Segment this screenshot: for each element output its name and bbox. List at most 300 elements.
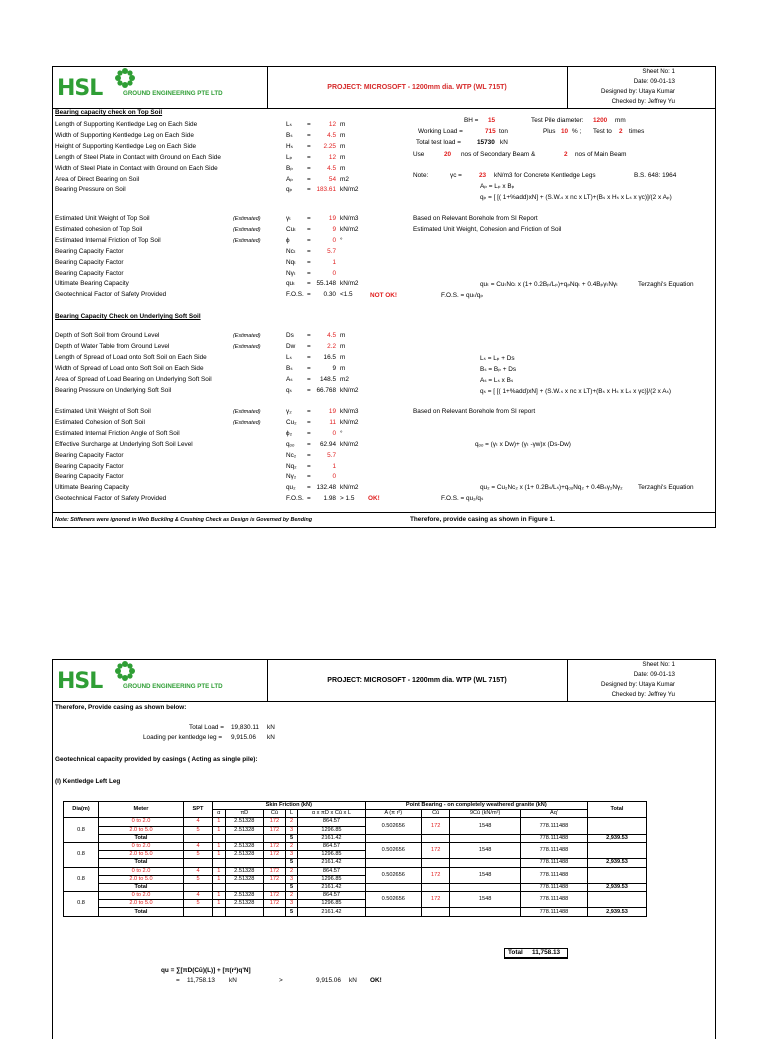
equals-sign: =: [307, 495, 311, 503]
per-leg-value: 9,915.06: [231, 734, 256, 741]
area-cell: 0.502656: [365, 867, 421, 883]
l-cell: 2: [285, 892, 297, 900]
total-load-unit: kN: [267, 724, 275, 731]
alpha-cell: 1: [213, 818, 226, 826]
row-value: 1.98: [323, 495, 336, 503]
row-unit: m: [340, 153, 346, 161]
l-cell: 3: [285, 851, 297, 859]
row-unit: m: [340, 364, 346, 372]
qu-formula: ∑[πD(Cū)(L)] + [π(r²)q'N]: [176, 967, 251, 974]
row-unit: m: [340, 131, 346, 139]
total-empty-cell: [588, 892, 647, 908]
terzaghi-label-2: Terzaghi's Equation: [638, 484, 694, 491]
empty-cell: [365, 859, 421, 867]
row-description: Bearing Pressure on Soil: [55, 186, 126, 194]
row-unit: kN/m2: [340, 280, 359, 288]
secondary-beam-count: 20: [444, 151, 452, 158]
nine-cu-cell: 1548: [450, 842, 520, 858]
point-total-cell: 778.111488: [520, 908, 587, 916]
cu-cell: 172: [264, 900, 286, 908]
company-logo: [53, 660, 268, 701]
empty-cell: [450, 834, 520, 842]
point-total-cell: 778.111488: [520, 883, 587, 891]
row-unit: m2: [340, 175, 349, 183]
col-product: α x πD x Cū x L: [298, 810, 365, 818]
total-label-cell: Total: [99, 908, 184, 916]
row-symbol: Lₚ: [286, 153, 293, 161]
row-value: 4.5: [327, 332, 336, 339]
plus-label: Plus: [543, 128, 556, 135]
bs-reference: B.S. 648: 1964: [634, 172, 677, 179]
row-description: Depth of Soft Soil from Ground Level: [55, 332, 160, 339]
row-symbol: F.O.S.: [286, 291, 304, 299]
percent-unit: % ;: [572, 128, 582, 135]
gt-sign: >: [279, 977, 283, 984]
row-unit: <1.5: [340, 291, 353, 299]
empty-cell: [184, 883, 213, 891]
row-description: Geotechnical Factor of Safety Provided: [55, 495, 167, 503]
estimated-tag: (Estimated): [233, 216, 261, 222]
empty-cell: [213, 859, 226, 867]
skin-product-cell: 1296.85: [298, 900, 365, 908]
total-test-load-unit: kN: [500, 139, 508, 146]
col-meter: Meter: [99, 802, 184, 818]
row-value: 12: [328, 121, 336, 128]
main-beam-count: 2: [564, 151, 568, 158]
l-cell: 3: [285, 875, 297, 883]
row-symbol: qₛ: [286, 386, 292, 394]
spt-cell: 5: [184, 900, 213, 908]
row-value: 5.7: [327, 451, 336, 459]
point-total-cell: 778.111488: [520, 859, 587, 867]
alpha-cell: 1: [213, 892, 226, 900]
skin-total-cell: 2161.42: [298, 859, 365, 867]
meter-cell: 2.0 to 5.0: [99, 900, 184, 908]
terzaghi-label-1: Terzaghi's Equation: [638, 281, 694, 288]
aq-cell: 778.111488: [520, 892, 587, 908]
estimated-tag: (Estimated): [233, 419, 261, 426]
row-symbol: Bₚ: [286, 164, 293, 172]
grand-total-box: [504, 948, 568, 959]
alpha-cell: 1: [213, 900, 226, 908]
total-empty-cell: [588, 842, 647, 858]
empty-cell: [421, 859, 450, 867]
spt-cell: 4: [184, 892, 213, 900]
equals-sign: =: [307, 247, 311, 255]
project-title-cell: [267, 660, 568, 701]
table-total-row: [64, 859, 647, 867]
meter-cell: 0 to 2.0: [99, 867, 184, 875]
equals-sign: =: [307, 291, 311, 299]
aq-cell: 778.111488: [520, 867, 587, 883]
total-empty-cell: [588, 867, 647, 883]
empty-cell: [421, 883, 450, 891]
meter-cell: 2.0 to 5.0: [99, 875, 184, 883]
row-symbol: Nq₂: [286, 462, 297, 470]
therefore-note: Therefore, provide casing as shown in Figure 1.: [410, 516, 555, 523]
row-symbol: qₒₒ: [286, 440, 295, 448]
row-description: Depth of Water Table from Ground Level: [55, 342, 170, 350]
total-test-load-label: Total test load =: [416, 139, 461, 146]
pile-total-cell: 2,939.53: [588, 859, 647, 867]
spt-cell: 5: [184, 851, 213, 859]
pid-cell: 2.51328: [225, 892, 263, 900]
l-total-cell: 5: [285, 859, 297, 867]
point-total-cell: 778.111488: [520, 834, 587, 842]
row-description: Estimated Unit Weight of Soft Soil: [55, 408, 151, 415]
sheet-no: Sheet No: 1: [642, 661, 675, 668]
test-pile-label: Test Pile diameter:: [531, 117, 584, 124]
alpha-cell: 1: [213, 875, 226, 883]
row-description: Estimated Unit Weight of Top Soil: [55, 215, 150, 222]
logo-flower-icon: [115, 661, 135, 681]
empty-cell: [450, 859, 520, 867]
sheet-no: Sheet No: 1: [642, 68, 675, 75]
designed-by: Designed by: Utaya Kumar: [601, 681, 675, 688]
empty-cell: [450, 908, 520, 916]
row-symbol: qu₂: [286, 484, 296, 492]
row-symbol: Cuₜ: [286, 225, 297, 233]
calc-sheet-2: [52, 659, 716, 1039]
equals-sign: =: [307, 484, 311, 492]
cu2-cell: 172: [421, 867, 450, 883]
percent-value: 10: [561, 128, 569, 135]
l-cell: 2: [285, 867, 297, 875]
equals-sign: =: [307, 131, 311, 139]
cu-cell: 172: [264, 842, 286, 850]
row-unit: > 1.5: [340, 495, 355, 503]
company-subtitle: GROUND ENGINEERING PTE LTD: [123, 90, 223, 97]
col-aq: Aq': [520, 810, 587, 818]
logo-flower-icon: [115, 68, 135, 88]
row-value: 19: [328, 215, 336, 222]
cu2-cell: 172: [421, 842, 450, 858]
row-description: Length of Steel Plate in Contact with Ground on Each Side: [55, 153, 221, 161]
row-symbol: quₜ: [286, 280, 295, 288]
equals-sign: =: [307, 215, 311, 222]
row-description: Bearing Capacity Factor: [55, 451, 124, 459]
row-symbol: Lₛ: [286, 353, 292, 361]
total-label-cell: Total: [99, 859, 184, 867]
dia-cell: 0.8: [64, 818, 99, 843]
pid-cell: 2.51328: [225, 851, 263, 859]
l-total-cell: 5: [285, 834, 297, 842]
row-value: 183.61: [316, 186, 336, 194]
row-symbol: ϕ: [286, 236, 290, 244]
compare-unit: kN: [349, 977, 357, 984]
dia-cell: 0.8: [64, 892, 99, 917]
skin-total-cell: 2161.42: [298, 908, 365, 916]
skin-product-cell: 864.57: [298, 842, 365, 850]
row-value: 0: [332, 269, 336, 277]
equals-sign: =: [307, 440, 311, 448]
section-title-soft-soil: Bearing Capacity Check on Underlying Soft Soil: [55, 313, 201, 320]
row-unit: °: [340, 429, 343, 437]
equals-sign: =: [307, 418, 311, 426]
row-unit: kN/m2: [340, 386, 359, 394]
bh-label: BH =: [464, 117, 479, 124]
total-load-value: 19,830.11: [231, 724, 259, 731]
times-label: times: [629, 128, 645, 135]
row-value: 0: [332, 429, 336, 437]
meter-cell: 0 to 2.0: [99, 842, 184, 850]
estimated-tag: (Estimated): [233, 226, 261, 233]
qu-unit: kN: [229, 977, 237, 984]
formula-qp: qₚ = [ [( 1+%add)xN] + (S.W.ₛ x nc x LT)+(Bₛ x Hₛ x Lₛ x γc)]/(2 x Aₚ): [480, 194, 672, 201]
row-symbol: Ncₜ: [286, 247, 296, 255]
row-symbol: Bₛ: [286, 364, 293, 372]
row-unit: kN/m2: [340, 418, 359, 426]
l-cell: 2: [285, 818, 297, 826]
table-row: [64, 892, 647, 900]
alpha-cell: 1: [213, 867, 226, 875]
gamma-c-text: kN/m3 for Concrete Kentledge Legs: [494, 172, 596, 179]
total-load-label: Total Load =: [189, 724, 224, 731]
pile-total-cell: 2,939.53: [588, 834, 647, 842]
project-title: PROJECT: MICROSOFT - 1200mm dia. WTP (WL 715T): [327, 84, 507, 91]
cu-cell: 172: [264, 851, 286, 859]
design-note: Note: Stiffeners were ignored in Web Buckling & Crushing Check as Design is Governed by Bending: [55, 517, 313, 523]
spt-cell: 4: [184, 818, 213, 826]
row-unit: m: [340, 353, 346, 361]
borehole-ref-3: Based on Relevant Borehole from SI report: [413, 408, 536, 415]
row-description: Estimated cohesion of Top Soil: [55, 225, 143, 233]
equals-sign: =: [307, 386, 311, 394]
formula-as: Aₛ = Lₛ x Bₛ: [480, 377, 514, 384]
col-pid: πD: [225, 810, 263, 818]
empty-cell: [225, 859, 263, 867]
row-description: Bearing Capacity Factor: [55, 258, 124, 266]
project-title: PROJECT: MICROSOFT - 1200mm dia. WTP (WL 715T): [327, 677, 507, 684]
row-value: 1: [332, 462, 336, 470]
row-description: Width of Supporting Kentledge Leg on Each Side: [55, 131, 194, 139]
spt-cell: 4: [184, 867, 213, 875]
row-value: 0.30: [323, 291, 336, 299]
times-value: 2: [619, 128, 623, 135]
test-pile-unit: mm: [615, 117, 626, 124]
note-label: Note:: [413, 172, 429, 179]
equals-sign: =: [307, 269, 311, 277]
equals-sign: =: [307, 364, 311, 372]
row-unit: kN/m2: [340, 484, 359, 492]
borehole-ref-2: Estimated Unit Weight, Cohesion and Friction of Soil: [413, 226, 562, 233]
skin-product-cell: 1296.85: [298, 851, 365, 859]
row-symbol: Aₚ: [286, 175, 293, 183]
col-total: Total: [588, 802, 647, 818]
not-ok-flag: NOT OK!: [370, 292, 397, 299]
sheet-header: [53, 67, 715, 109]
row-description: Bearing Capacity Factor: [55, 269, 124, 277]
row-value: 0: [332, 473, 336, 481]
total-empty-cell: [588, 818, 647, 834]
nine-cu-cell: 1548: [450, 867, 520, 883]
sheet-date: Date: 09-01-13: [633, 671, 675, 678]
empty-cell: [264, 908, 286, 916]
empty-cell: [365, 834, 421, 842]
pile-total-cell: 2,939.53: [588, 883, 647, 891]
row-symbol: Nqₜ: [286, 258, 297, 266]
compare-value: 9,915.06: [316, 977, 341, 984]
per-leg-label: Loading per kentledge leg =: [143, 734, 223, 741]
row-symbol: Lₛ: [286, 121, 292, 128]
row-value: 19: [328, 408, 336, 415]
col-9cu: 9Cū (kN/m²): [450, 810, 520, 818]
formula-qoo: qₒₒ = (γₜ x Dw)+ (γₜ -γw)x (Ds-Dw): [475, 441, 571, 448]
estimated-tag: (Estimated): [233, 333, 261, 339]
pile-table-body: [64, 818, 647, 916]
estimated-tag: (Estimated): [233, 343, 261, 350]
section-title-top-soil: Bearing capacity check on Top Soil: [55, 109, 163, 116]
row-unit: m: [340, 342, 346, 350]
project-title-cell: [267, 67, 568, 108]
row-description: Bearing Capacity Factor: [55, 473, 124, 481]
total-label-cell: Total: [99, 834, 184, 842]
qu-label: qu =: [161, 967, 175, 974]
row-symbol: γₜ: [286, 215, 292, 222]
equals-sign: =: [307, 375, 311, 383]
geotechnical-heading: Geotechnical capacity provided by casings ( Acting as single pile):: [55, 756, 258, 763]
ok-flag: OK!: [368, 495, 380, 502]
aq-cell: 778.111488: [520, 818, 587, 834]
row-value: 62.94: [320, 440, 336, 448]
formula-qs: qₛ = [ [( 1+%add)xN] + (S.W.ₛ x nc x LT)+(Bₛ x Hₛ x Lₛ x γc)]/(2 x Aₛ): [480, 388, 672, 395]
meter-cell: 0 to 2.0: [99, 818, 184, 826]
gamma-c-label: γc =: [450, 172, 462, 179]
row-symbol: γ₂: [286, 408, 292, 415]
row-value: 9: [332, 364, 336, 372]
empty-cell: [213, 883, 226, 891]
formula-qu2: qu₂ = Cu₂Nc₂ x (1+ 0.2Bₛ/Lₛ)+qₒₒNq₂ + 0.4Bₛγ₂Nγ₂: [480, 484, 623, 491]
l-cell: 2: [285, 842, 297, 850]
cu2-cell: 172: [421, 892, 450, 908]
company-subtitle: GROUND ENGINEERING PTE LTD: [123, 683, 223, 690]
row-unit: kN/m3: [340, 215, 359, 222]
empty-cell: [213, 908, 226, 916]
cu2-cell: 172: [421, 818, 450, 834]
row-unit: kN/m2: [340, 440, 359, 448]
formula-qut: quₜ = CuₜNcₜ x (1+ 0.2Bₚ/Lₚ)+qₚNqₜ + 0.4BₚγₜNγₜ: [480, 281, 619, 288]
row-symbol: Nγₜ: [286, 269, 296, 277]
qu-equals: =: [176, 977, 180, 984]
row-symbol: Dw: [286, 342, 296, 350]
secondary-beam-label: nos of Secondary Beam &: [461, 151, 536, 158]
skin-product-cell: 864.57: [298, 867, 365, 875]
meter-cell: 0 to 2.0: [99, 892, 184, 900]
row-description: Estimated Internal Friction of Top Soil: [55, 236, 161, 244]
grand-total-label: Total: [508, 949, 523, 956]
row-unit: °: [340, 236, 343, 244]
empty-cell: [225, 883, 263, 891]
row-value: 9: [332, 225, 336, 233]
empty-cell: [421, 834, 450, 842]
working-load-unit: ton: [499, 128, 508, 135]
equals-sign: =: [307, 462, 311, 470]
borehole-ref-1: Based on Relevant Borehole from SI Report: [413, 215, 538, 222]
row-unit: kN/m2: [340, 186, 359, 194]
skin-product-cell: 1296.85: [298, 826, 365, 834]
row-description: Width of Steel Plate in Contact with Ground on Each Side: [55, 164, 218, 172]
meter-cell: 2.0 to 5.0: [99, 851, 184, 859]
working-load-value: 715: [485, 128, 496, 135]
row-unit: kN/m3: [340, 408, 359, 415]
row-unit: m: [340, 121, 346, 128]
equals-sign: =: [307, 342, 311, 350]
cu-cell: 172: [264, 875, 286, 883]
skin-product-cell: 864.57: [298, 818, 365, 826]
qu-ok-flag: OK!: [370, 977, 382, 984]
row-symbol: F.O.S.: [286, 495, 304, 503]
alpha-cell: 1: [213, 842, 226, 850]
skin-product-cell: 864.57: [298, 892, 365, 900]
equals-sign: =: [307, 225, 311, 233]
empty-cell: [225, 908, 263, 916]
empty-cell: [264, 859, 286, 867]
qu-value: 11,758.13: [187, 977, 215, 984]
pid-cell: 2.51328: [225, 826, 263, 834]
dia-cell: 0.8: [64, 867, 99, 892]
equals-sign: =: [307, 451, 311, 459]
col-cu2: Cū: [421, 810, 450, 818]
calc-sheet-1: [52, 66, 716, 528]
equals-sign: =: [307, 258, 311, 266]
sheet-date: Date: 09-01-13: [633, 78, 675, 85]
equals-sign: =: [307, 408, 311, 415]
estimated-tag: (Estimated): [233, 237, 261, 244]
row-value: 11: [329, 418, 336, 426]
equals-sign: =: [307, 142, 311, 150]
row-value: 0: [332, 236, 336, 244]
meter-cell: 2.0 to 5.0: [99, 826, 184, 834]
row-symbol: Ds: [286, 332, 294, 339]
row-unit: m: [340, 332, 346, 339]
empty-cell: [365, 883, 421, 891]
col-point-bearing: Point Bearing - on completely weathered granite (kN): [365, 802, 587, 810]
use-label: Use: [413, 151, 425, 158]
row-value: 5.7: [327, 247, 336, 255]
pid-cell: 2.51328: [225, 900, 263, 908]
equals-sign: =: [307, 473, 311, 481]
row-symbol: ϕ₂: [286, 429, 293, 437]
gamma-c-value: 23: [479, 172, 487, 179]
row-description: Area of Spread of Load Bearing on Underlying Soft Soil: [55, 375, 212, 383]
equals-sign: =: [307, 175, 311, 183]
equals-sign: =: [307, 429, 311, 437]
col-spt: SPT: [184, 802, 213, 818]
area-cell: 0.502656: [365, 818, 421, 834]
equals-sign: =: [307, 153, 311, 161]
empty-cell: [184, 908, 213, 916]
row-symbol: Hₛ: [286, 142, 293, 150]
row-symbol: Cu₂: [286, 418, 297, 426]
row-description: Ultimate Bearing Capacity: [55, 280, 129, 288]
table-row: [64, 818, 647, 826]
row-description: Bearing Pressure on Underlying Soft Soil: [55, 386, 172, 394]
note-divider: [53, 512, 715, 513]
row-description: Area of Direct Bearing on Soil: [55, 175, 140, 183]
test-to-label: Test to: [593, 128, 612, 135]
row-description: Effective Surcharge at Underlying Soft Soil Level: [55, 440, 193, 448]
col-skin-friction: Skin Friction (kN): [213, 802, 366, 810]
row-value: 54: [328, 175, 336, 183]
l-total-cell: 5: [285, 908, 297, 916]
per-leg-unit: kN: [267, 734, 275, 741]
main-beam-label: nos of Main Beam: [575, 151, 627, 158]
empty-cell: [264, 834, 286, 842]
empty-cell: [421, 908, 450, 916]
dia-cell: 0.8: [64, 842, 99, 867]
equals-sign: =: [307, 332, 311, 339]
equals-sign: =: [307, 121, 311, 128]
